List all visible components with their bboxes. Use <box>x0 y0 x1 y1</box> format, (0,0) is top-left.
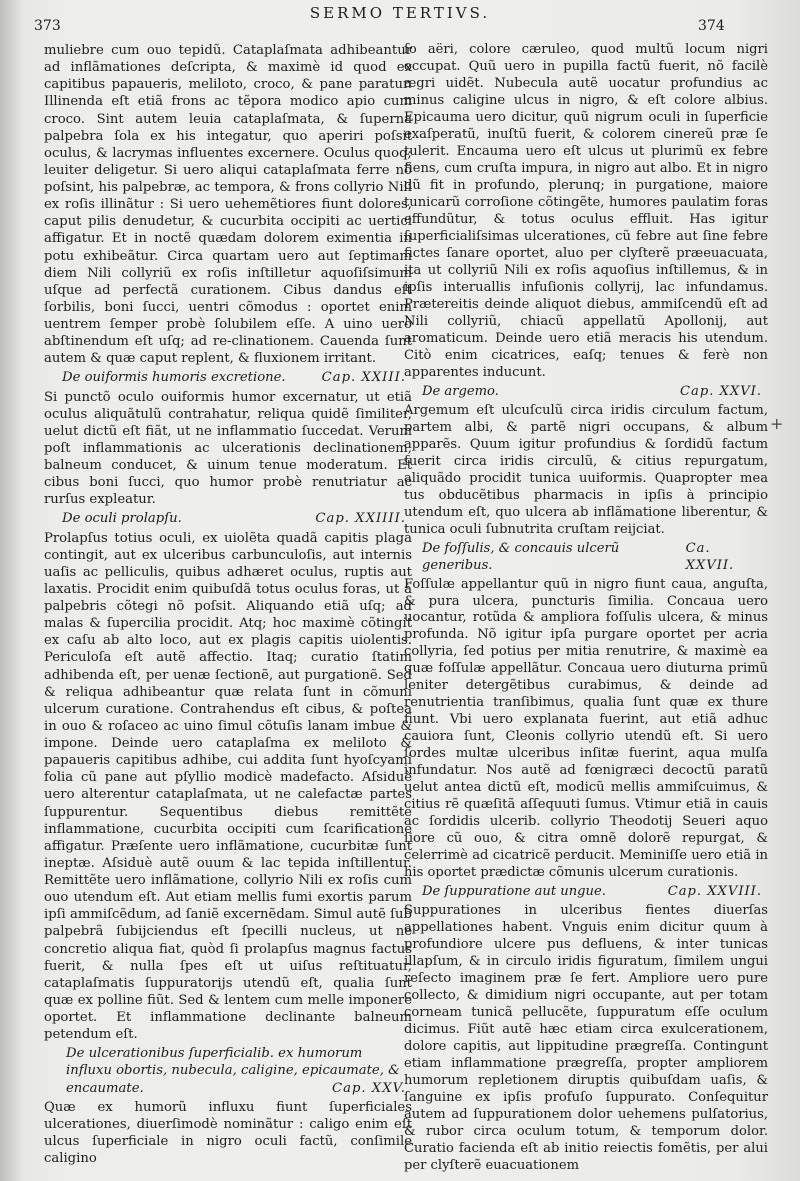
paragraph: Suppurationes in ulceribus fientes diuerſas appellationes habent. Vnguis enim dicitur quum à profundiore ulcere pus defluens, & inter tunicas illapſum, & in circulo iridis figuratum, ſimilem ungui reſecto imaginem præ ſe fert. Ampliore uero pure collecto, & dimidium nigri occupante, aut per totam corneam tunicã pellucẽte, ſuppuratum eſſe oculum dicimus. Fiũt autẽ hæc etiam circa exulcerationem, dolore capitis, aut lippitudine prægreſſa. Contingunt etiam inflammatione prægreſſa, propter ampliorem humorum repletionem diruptis quibuſdam uaſis, & ſanguine ex ipſis profuſo ſuppurato. Conſequitur autem ad ſuppurationem dolor uehemens pulſatorius, & rubor circa oculum totum, & temporum dolor. Curatio facienda eſt ab initio reiectis fomẽtis, per alui per clyſterẽ euacuationem <box>404 903 768 1173</box>
paragraph: Foſſulæ appellantur quũ in nigro fiunt caua, anguſta, & pura ulcera, puncturis ſimilia. Concaua uero uocantur, rotũda & ampliora foſſulis ulcera, & minus profunda. Nõ igitur ipſa purgare oportet per acria collyria, ſed potius per mitia renutrire, & maximè ea quæ foſſulæ appellãtur. Concaua uero diuturna primũ leniter detergẽtibus curabimus, & deinde ad renutrientia tranſibimus, qualia ſunt quæ ex thure fiunt. Vbi uero explanata fuerint, aut etiã adhuc cauiora ſunt, Cleonis collyrio utendũ eſt. Si uero ſordes multæ ulceribus inſitæ fuerint, aqua mulſa infundatur. Nos autẽ ad fœnigræci decoctũ paratũ uelut antea dictũ eſt, modicũ mellis ammiſcuimus, & citius rẽ quæſitã aſſequuti ſumus. Vtimur etiã in cauis ac ſordidis ulcerib. collyrio Theodotij Seueri aquo ſiore cũ ouo, & citra omnẽ dolorẽ repurgat, & celerrimè ad cicatricẽ perducit. Meminiſſe uero etiã in his oportet prædictæ cõmunis ulcerum curationis. <box>404 576 768 881</box>
page-number-left: 373 <box>34 18 61 34</box>
page-number-right: 374 <box>698 18 725 34</box>
chapter-number: Cap. XXVI. <box>680 383 762 399</box>
chapter-title: De foſſulis, & concauis ulcerũ generibus. <box>422 540 620 573</box>
margin-cross-mark: + <box>770 414 784 433</box>
chapter-number: Cap. XXVIII. <box>667 884 762 900</box>
left-column <box>44 42 412 1167</box>
chapter-title: De ulcerationibus ſuperficialib. ex humorum influxu obortis, nubecula, caligine, epicaumate, & encaumate. <box>66 1046 400 1096</box>
running-title: SERMO TERTIVS. <box>309 4 491 22</box>
chapter-number: Cap. XXIIII. <box>315 511 406 527</box>
chapter-title: De ouiformis humoris excretione. <box>62 370 286 386</box>
chapter-title: De argemo. <box>422 383 499 399</box>
chapter-title: De oculi prolapſu. <box>62 511 182 527</box>
binding-gutter <box>0 0 22 1181</box>
chapter-heading <box>62 1045 412 1096</box>
paragraph: muliebre cum ouo tepidũ. Cataplaſmata adhibeantur ad inflãmationes deſcripta, & maximè id quod ex capitibus papaueris, meliloto, croco, & pane paratur. Illinenda eſt etiã frons ac tẽpora modico apio cum croco. Sint autem leuia cataplaſmata, & ſuperna palpebra ſola ex his integatur, quo aperiri poſsit oculus, & lacrymas influentes excernere. Oculus quoq; leuiter deligetur. Si uero aliqui cataplaſmata ferre nõ poſsint, his palpebræ, ac tempora, & frons collyrio Nili ex roſis illinãtur : Si uero uehemẽtiores fiunt dolores, caput pilis denudetur, & cucurbita occipiti ac uertici affigatur. Et in noctẽ quædam dolorem eximentia in potu exhibeãtur. Circa quartam uero aut ſeptimam diem Nili collyriũ ex roſis inſtilletur aquoſiſsimum uſque ad perfectã curationem. Cibus dandus eſt ſorbilis, boni ſucci, uentri cõmodus : oportet enim uentrem ſemper probè ſolubilem eſſe. A uino uero abſtinendum eſt uſq; ad re-clinationem. Cauenda ſunt autem & quæ caput replent, & fluxionem irritant. <box>44 43 412 367</box>
chapter-number: Cap. XXIII. <box>321 370 406 386</box>
paragraph: Prolapſus totius oculi, ex uiolẽta quadã capitis plaga contingit, aut ex ulceribus carbunculoſis, aut internis uaſis ac pelliculis, quibus adhæret oculus, ruptis aut laxatis. Procidit enim quibuſdã totus oculus foras, ut à palpebris cõtegi nõ poſsit. Aliquando etiã uſq; ad malas & ſupercilia procidit. Atq; hoc maximè cõtingit ex caſu ab alto loco, aut ex plagis capitis uiolentis. Periculoſa eſt autẽ affectio. Itaq; curatio ſtatim adhibenda eſt, per uenæ ſectionẽ, aut purgationẽ. Sed & reliqua adhibeantur quæ relata ſunt in cõmuni ulcerum curatione. Contrahendus eſt cibus, & poſtea in ouo & roſaceo ac uino ſimul cõtuſis lanam imbue & impone. Deinde uero cataplaſma ex meliloto & papaueris capitibus adhibe, cui addita ſunt hyoſcyami folia cũ pane aut pſyllio modicè madefacto. Aſsiduè uero alterentur cataplaſmata, ut ne calefactæ partes ſuppurentur. Sequentibus diebus remittẽte inflammatione, cucurbita occipiti cum ſcarificatione affigatur. Præſente uero inflãmatione, cucurbitæ ſunt ineptæ. Aſsiduè autẽ ouum & lac tepida inſtillentur. Remittẽte uero inflãmatione, collyrio Nili ex roſis cum ouo utendum eſt. Aut etiam mellis fumi exortis parum ipſi ammiſcẽdum, ad ſaniẽ excernẽdam. Simul autẽ ſub palpebrã ſubijciendus eſt ſpecilli nucleus, ut ne concretio aliqua fiat, quòd ſi prolapſus magnus factus fuerit, & nulla ſpes eſt ut uiſus reſtituatur, cataplaſmatis ſuppuratorijs utendũ eſt, qualia ſunt quæ ex polline fiũt. Sed & lentem cum melle imponere oportet. Et inflammatione declinante balneum petendum eſt. <box>44 530 412 1043</box>
paragraph: Quæ ex humorũ influxu fiunt ſuperficiales ulcerationes, diuerſimodè nominãtur : caligo enim eſt ulcus ſuperficiale in nigro oculi factũ, conſimile caligino <box>44 1099 412 1166</box>
chapter-heading <box>422 884 768 901</box>
chapter-heading <box>62 510 412 527</box>
chapter-heading <box>422 541 768 575</box>
right-column <box>404 42 768 1175</box>
paragraph: ſo aëri, colore cæruleo, quod multũ locum nigri occupat. Quũ uero in pupilla factũ fuerit, nõ facilè ægri uidẽt. Nubecula autẽ uocatur profundius ac minus caligine ulcus in nigro, & eſt colore albius. Epicauma uero dicitur, quũ nigrum oculi in ſuperficie exaſperatũ, inuſtũ fuerit, & colorem cinereũ præ ſe tulerit. Encauma uero eſt ulcus ut plurimũ ex febre fiens, cum cruſta impura, in nigro aut albo. Et in nigro dũ fit in profundo, plerunq; in purgatione, maiore tunicarũ corroſione cõtingẽte, humores paulatim foras effundũtur, & totus oculus effluit. Has igitur ſuperficialiſsimas ulcerationes, cũ febre aut ſine febre fictes ſanare oportet, aluo per clyſterẽ præeuacuata, ita ut collyriũ Nili ex roſis aquoſius inſtillemus, & in ipſis interuallis infuſionis collyrij, lac infundamus. Prætereitis deinde aliquot diebus, ammiſcendũ eſt ad Nili collyriũ, chiacũ appellatũ Apollonij, aut aromaticum. Deinde uero etiã meracis his utendum. Citò enim cicatrices, eaſq; tenues & ferè non apparentes inducunt. <box>404 42 768 380</box>
chapter-number: Ca. XXVII. <box>685 540 735 573</box>
paragraph: Si punctõ oculo ouiformis humor excernatur, ut etiã oculus aliquãtulũ contrahatur, reliqua quidẽ ſimiliter, uelut dictũ eſt fiãt, ut ne inflammatio ſuccedat. Verum poſt inflammationis ac ulcerationis declinationem, balneum conducet, & uinum tenue moderatum. Et cibus boni ſucci, quo humor probè renutriatur ac rurſus expleatur. <box>44 389 412 508</box>
chapter-number: Cap. XXV. <box>332 1080 406 1096</box>
chapter-heading <box>422 384 768 401</box>
paragraph: Argemum eſt ulcuſculũ circa iridis circulum factum, partem albi, & partẽ nigri occupans, & album apparẽs. Quum igitur profundius & ſordidũ factum fuerit circa iridis circulũ, & citius repurgatum, aliquãdo procidit tunica uuiformis. Quapropter mea tus obducẽtibus pharmacis in ipſis à principio utendum eſt, quo ulcera ab inflãmatione liberentur, & tunica oculi ſubnutrita cruſtam reijciat. <box>404 402 768 537</box>
chapter-heading <box>62 369 412 386</box>
chapter-title: De ſuppuratione aut ungue. <box>422 884 606 900</box>
